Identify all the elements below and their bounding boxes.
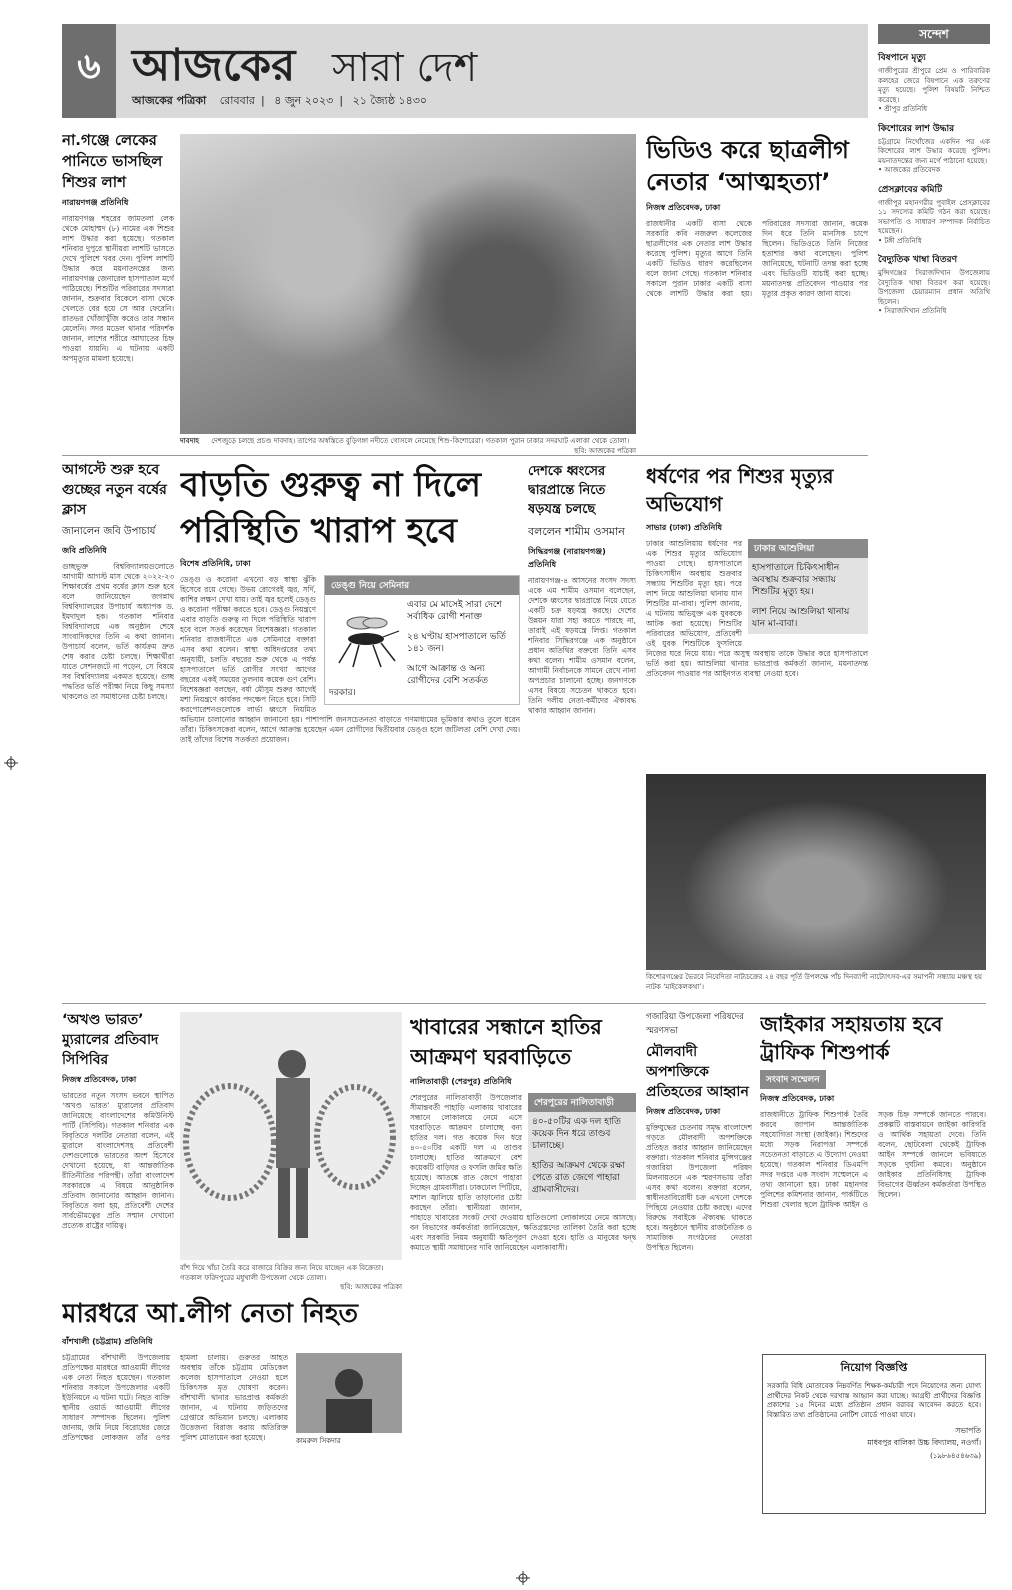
brand-logo: আজকের [132,40,296,91]
sidebar-item [878,252,990,317]
divider [62,455,868,456]
box-label: ঢাকার আশুলিয়া [748,539,868,558]
headline: দেশকে ধ্বংসের দ্বারপ্রান্তে নিতে ষড়যন্ত্র চলছে [528,464,606,517]
caption-text: দেশজুড়ে চলছে প্রচণ্ড দাবদাহ। তাপের অস্বস্তিতে বুড়িগঙ্গা নদীতে গোসলে নেমেছে শিশু-কিশোরেরা। গতকাল পুরান ঢাকার সদরঘাট এলাকা থেকে তোলা। [211,437,630,445]
story-batch [62,460,174,980]
box-point: হাসপাতালে চিকিৎসাধীন অবস্থায় শুক্রবার সন্ধ্যায় শিশুটির মৃত্যু হয়। [752,563,840,597]
sidebar-sandesh [878,24,990,764]
headline: ভিডিও করে ছাত্রলীগ নেতার ‘আত্মহত্যা’ [646,136,849,196]
sidebar-item-text: গাজীপুর মহানগরীর পুবাইল প্রেসক্লাবের ১১ সদস্যের কমিটি গঠন করা হয়েছে। সভাপতি ও সাধারণ সম্পাদক নির্বাচিত হয়েছেন। [878,198,990,235]
registration-mark-icon [4,755,18,769]
sidebar-item [878,50,990,115]
photo-heatwave [180,134,636,434]
box-point: ৪০-৫০টির এক দল হাতি কয়েক দিন ধরে তাণ্ডব চালাচ্ছে। [532,1117,621,1151]
box-point: হাতির আক্রমণ থেকে রক্ষা পেতে রাত জেগে পাহারা গ্রামবাসীদের। [532,1161,625,1195]
mosquito-icon [331,601,401,671]
elephant-side-box [528,1093,636,1200]
story-body: রাজধানীর একটি বাসা থেকে সরকারি কবি নজরুল কলেজের ছাত্রলীগের এক নেতার লাশ উদ্ধার করেছে পুলিশ। মৃত্যুর আগে তিনি একটি ভিডিও ধারণ করেছিলেন বলে জানা গেছে। গতকাল শনিবার সকালে পুরান ঢাকার একটি বাসা থেকে লাশটি উদ্ধার করা হয়। পরিবারের সদস্যরা জানান, কয়েক দিন ধরে তিনি মানসিক চাপে ছিলেন। ভিডিওতে তিনি নিজের হতাশার কথা বলেছেন। পুলিশ জানিয়েছে, ঘটনাটি তদন্ত করা হচ্ছে এবং ভিডিওটি যাচাই করা হচ্ছে। ময়নাতদন্ত প্রতিবেদন পাওয়ার পর মৃত্যুর প্রকৃত কারণ জানা যাবে। [646,219,868,298]
notice-signer: সভাপতি [955,1426,981,1435]
byline: নিজস্ব প্রতিবেদক, ঢাকা [646,203,721,212]
photo-credit: ছবি: আজকের পত্রিকা [574,446,636,455]
caption-text: বাঁশ দিয়ে খাঁচা তৈরি করে বাজারে বিক্রির জন্য নিয়ে যাচ্ছেন এক বিক্রেতা। গতকাল ফরিদপুরের মধুখালী উপজেলা থেকে তোলা। [180,1264,384,1282]
section-title: সারা দেশ [332,45,478,91]
story-jica [760,1010,986,1340]
story-body: ঢাকার আশুলিয়ায় ধর্ষণের পর এক শিশুর মৃত্যুর অভিযোগ পাওয়া গেছে। হাসপাতালে চিকিৎসাধীন অবস্থায় শুক্রবার সন্ধ্যায় শিশুটির মৃত্যু হয়। পরে লাশ নিয়ে আশুলিয়া থানায় যান শিশুটির মা-বাবা। পুলিশ জানায়, এ ঘটনায় অভিযুক্ত এক যুবককে আটক করা হয়েছে। শিশুটির পরিবারের অভিযোগ, প্রতিবেশী ওই যুবক শিশুটিকে ফুসলিয়ে নিজের ঘরে নিয়ে যায়। পরে অসুস্থ অবস্থায় তাকে উদ্ধার করে হাসপাতালে ভর্তি করা হয়। আশুলিয়া থানার ভারপ্রাপ্ত কর্মকর্তা জানান, ময়নাতদন্ত প্রতিবেদন পাওয়ার পর আইনগত ব্যবস্থা নেওয়া হবে। [646,539,868,678]
basket-seller-illustration [180,1012,402,1260]
notice-institution: মাধবপুর বালিকা উচ্চ বিদ্যালয়, নওগাঁ। [867,1438,981,1447]
byline: নিজস্ব প্রতিবেদক, ঢাকা [646,1107,721,1116]
byline: বাঁশখালী (চট্টগ্রাম) প্রতিনিধি [62,1337,153,1346]
story-elephant [410,1012,636,1512]
story-body: ডেঙ্গু ও করোনা এখনো বড় স্বাস্থ্য ঝুঁকি হিসেবে রয়ে গেছে। উভয় রোগেরই জ্বর, সর্দি, কাশির লক্ষণ দেখা যায়। তাই জ্বর হলেই ডেঙ্গু ও করোনা পরীক্ষা করতে হবে। ডেঙ্গু নিয়ন্ত্রণে এবার বাড়তি গুরুত্ব না দিলে পরিস্থিতি খারাপ হবে বলে সতর্ক করেছেন বিশেষজ্ঞরা। গতকাল শনিবার রাজধানীতে এক সেমিনারে বক্তারা এসব কথা বলেন। স্বাস্থ্য অধিদপ্তরের তথ্য অনুযায়ী, চলতি বছরের শুরু থেকে এ পর্যন্ত হাসপাতালে ভর্তি রোগীর সংখ্যা আগের বছরের একই সময়ের তুলনায় কয়েক গুণ বেশি। বিশেষজ্ঞরা বলছেন, বর্ষা মৌসুম শুরুর আগেই মশা নিয়ন্ত্রণে কার্যকর পদক্ষেপ নিতে হবে। সিটি করপোরেশনগুলোকে লার্ভা ধ্বংসে নিয়মিত অভিযান চালানোর আহ্বান জানানো হয়। পাশাপাশি জনসচেতনতা বাড়াতে গণমাধ্যমের ভূমিকার কথাও তুলে ধরেন তাঁরা। চিকিৎসকেরা বলেন, আগে আক্রান্ত হয়েছেন এমন রোগীদের দ্বিতীয়বার ডেঙ্গু হলে জটিলতা বেশি দেখা দেয়। তাই তাঁদের বিশেষ সতর্কতা প্রয়োজন। [180,575,520,744]
story-conspiracy [528,462,636,982]
headline: খাবারের সন্ধানে হাতির আক্রমণ ঘরবাড়িতে [410,1015,602,1069]
seminar-box [324,575,520,705]
sidebar-item-head: বৈদ্যুতিক খাম্বা বিতরণ [878,255,958,265]
story-dengue [180,462,520,982]
byline: নিজস্ব প্রতিবেদক, ঢাকা [760,1094,835,1103]
weekday: রোববার [219,94,255,107]
box-label: সংবাদ সম্মেলন [760,1070,826,1089]
story-body: চট্টগ্রামের বাঁশখালী উপজেলায় প্রতিপক্ষের মারধরে আওয়ামী লীগের এক নেতা নিহত হয়েছেন। গতকাল শনিবার সকালে উপজেলার একটি ইউনিয়নে এ ঘটনা ঘটে। নিহত ব্যক্তি স্থানীয় ওয়ার্ড আওয়ামী লীগের সাধারণ সম্পাদক ছিলেন। পুলিশ জানায়, জমি নিয়ে বিরোধের জেরে প্রতিপক্ষের লোকজন তাঁর ওপর হামলা চালায়। গুরুতর আহত অবস্থায় তাঁকে চট্টগ্রাম মেডিকেল কলেজ হাসপাতালে নেওয়া হলে চিকিৎসক মৃত ঘোষণা করেন। বাঁশখালী থানার ভারপ্রাপ্ত কর্মকর্তা জানান, এ ঘটনায় জড়িতদের গ্রেপ্তারে অভিযান চলছে। এলাকায় উত্তেজনা বিরাজ করায় অতিরিক্ত পুলিশ মোতায়েন করা হয়েছে। [62,1353,288,1442]
headline: ‘অখণ্ড ভারত’ ম্যুরালের প্রতিবাদ সিপিবির [62,1012,159,1068]
story-lake [62,130,174,430]
box-point: আগে আক্রান্ত ও অন্য রোগীদের বেশি সতর্কত দরকার। [329,664,489,698]
page-number: ৬ [62,24,116,118]
headline: বাড়তি গুরুত্ব না দিলে পরিস্থিতি খারাপ হবে [180,465,481,551]
sidebar-item-source: • টঙ্গী প্রতিনিধি [878,236,922,245]
sidebar-item-source: • আজকের প্রতিবেদক [878,166,941,174]
paper-name: আজকের পত্রিকা [132,94,207,107]
sidebar-item-head: বিষপানে মৃত্যু [878,53,926,63]
portrait-caption: কামরুল সিকদার [296,1437,341,1445]
headline: জাইকার সহায়তায় হবে ট্রাফিক শিশুপার্ক [760,1012,943,1064]
photo-tag: দাবদাহ [180,437,199,445]
sidebar-item-text: মুন্সিগঞ্জের সিরাজদিখান উপজেলায় বৈদ্যুতিক খাম্বা বিতরণ করা হয়েছে। উপজেলা চেয়ারম্যান প্রধান অতিথি ছিলেন। [878,269,990,306]
photo-drama [646,774,986,970]
story-mural [62,1010,174,1300]
photo-caption-drama: কিশোরগঞ্জের ভৈরবে নিবেদিতা নাট্যচক্রের ২৪ বছর পূর্তি উপলক্ষে পাঁচ দিনব্যাপী নাট্যোৎসব-এর সমাপনী সন্ধ্যায় মঞ্চস্থ হয় নাটক ‘মাইকেলকথা’। [646,973,983,991]
headline: মৌলবাদী অপশক্তিকে প্রতিহতের আহ্বান [646,1044,749,1100]
date-bangla: ২১ জ্যৈষ্ঠ ১৪৩০ [352,94,428,107]
sidebar-item-text: গাজীপুরের শ্রীপুরে প্রেম ও পারিবারিক কলহের জেরে বিষপানে এক তরুণের মৃত্যু হয়েছে। পুলিশ বিষয়টি নিশ্চিত করেছে। [878,67,990,104]
portrait [296,1353,402,1447]
story-body: নারায়ণগঞ্জ-৪ আসনের সংসদ সদস্য একে এম শামীম ওসমান বলেছেন, দেশকে ধ্বংসের দ্বারপ্রান্তে নিয়ে যেতে একটি চক্র ষড়যন্ত্র করছে। দেশের উন্নয়ন যারা সহ্য করতে পারছে না, তারাই এই ষড়যন্ত্রে লিপ্ত। গতকাল শনিবার সিদ্ধিরগঞ্জে এক অনুষ্ঠানে প্রধান অতিথির বক্তব্যে তিনি এসব কথা বলেন। শামীম ওসমান বলেন, আগামী নির্বাচনকে সামনে রেখে নানা অপপ্রচার চালানো হচ্ছে। জনগণকে এসব বিষয়ে সচেতন থাকতে হবে। তিনি দলীয় নেতা-কর্মীদের ঐক্যবদ্ধ থাকার আহ্বান জানান। [528,576,636,715]
box-label: শেরপুরের নালিতাবাড়ী [528,1093,636,1112]
story-body: মুক্তিযুদ্ধের চেতনায় সমৃদ্ধ বাংলাদেশ গড়তে মৌলবাদী অপশক্তিকে প্রতিহত করার আহ্বান জানিয়েছেন বক্তারা। গতকাল শনিবার মুন্সিগঞ্জের গজারিয়া উপজেলা পরিষদ মিলনায়তনে এক স্মরণসভায় তাঁরা এসব কথা বলেন। বক্তারা বলেন, স্বাধীনতাবিরোধী চক্র এখনো দেশকে পিছিয়ে নেওয়ার চেষ্টা করছে। এদের বিরুদ্ধে সবাইকে ঐক্যবদ্ধ থাকতে হবে। অনুষ্ঠানে স্থানীয় রাজনৈতিক ও সামাজিক সংগঠনের নেতারা উপস্থিত ছিলেন। [646,1123,752,1252]
story-body: নারায়ণগঞ্জ শহরের জামতলা লেক থেকে মোহাম্মদ (৮) নামের এক শিশুর লাশ উদ্ধার করা হয়েছে। গতকাল শনিবার দুপুরে স্থানীয়রা লাশটি ভাসতে দেখে পুলিশে খবর দেন। পুলিশ লাশটি উদ্ধার করে ময়নাতদন্তের জন্য নারায়ণগঞ্জ জেনারেল হাসপাতাল মর্গে পাঠিয়েছে। শিশুটির পরিবারের সদস্যরা জানান, শুক্রবার বিকেলে বাসা থেকে খেলতে বের হয়ে সে আর ফেরেনি। রাতভর খোঁজাখুঁজি করেও তার সন্ধান মেলেনি। সদর মডেল থানার পরিদর্শক জানান, লাশের শরীরে আঘাতের চিহ্ন পাওয়া যায়নি। এ ঘটনায় একটি অপমৃত্যুর মামলা হয়েছে। [62,214,174,363]
registration-mark-icon [516,1570,530,1584]
byline: নিজস্ব প্রতিবেদক, ঢাকা [62,1075,137,1084]
sidebar-item-source: • শ্রীপুর প্রতিনিধি [878,105,928,113]
sidebar-item [878,182,990,247]
kicker: বললেন শামীম ওসমান [528,525,625,538]
kicker: জানালেন জবি উপাচার্য [62,526,156,537]
box-point: লাশ নিয়ে আশুলিয়া থানায় যান মা-বাবা। [752,607,850,629]
story-body: রাজধানীতে ট্রাফিক শিশুপার্ক তৈরি করবে জাপান আন্তর্জাতিক সহযোগিতা সংস্থা (জাইকা)। শিশুদের মধ্যে সড়ক নিরাপত্তা সম্পর্কে সচেতনতা বাড়াতে এ উদ্যোগ নেওয়া হয়েছে। গতকাল শনিবার ডিএমপি সদর দপ্তরে এক সংবাদ সম্মেলনে এ তথ্য জানানো হয়। ঢাকা মহানগর পুলিশের কমিশনার জানান, পার্কটিতে শিশুরা খেলার ছলে ট্রাফিক আইন ও সড়ক চিহ্ন সম্পর্কে জানতে পারবে। প্রকল্পটি বাস্তবায়নে জাইকা কারিগরি ও আর্থিক সহায়তা দেবে। তিনি বলেন, ছোটবেলা থেকেই ট্রাফিক আইন সম্পর্কে জানলে ভবিষ্যতে সড়কে দুর্ঘটনা কমবে। অনুষ্ঠানে জাইকার প্রতিনিধিসহ ট্রাফিক বিভাগের ঊর্ধ্বতন কর্মকর্তারা উপস্থিত ছিলেন। [760,1110,986,1209]
byline: জবি প্রতিনিধি [62,546,107,555]
dateline: আজকের পত্রিকা রোববার | ৪ জুন ২০২৩ | ২১ জ্যৈষ্ঠ ১৪৩০ [132,94,428,107]
portrait-photo [296,1353,402,1433]
byline: নালিতাবাড়ী (শেরপুর) প্রতিনিধি [410,1077,512,1086]
recruitment-notice [762,1354,986,1514]
box-point: ২৪ ঘণ্টায় হাসপাতালে ভর্তি ১৪১ জন। [407,632,506,654]
divider [62,1003,986,1004]
photo-basket [180,1012,402,1260]
notice-code: (১৯৮৬৪৫৪৬৩৯) [930,1452,981,1460]
sidebar-item-text: চট্টগ্রামে নিখোঁজের একদিন পর এক কিশোরের লাশ উদ্ধার করেছে পুলিশ। ময়নাতদন্তের জন্য মর্গে পাঠানো হয়েছে। [878,137,990,165]
byline: নারায়ণগঞ্জ প্রতিনিধি [62,198,129,207]
notice-body: সরকারি বিধি মোতাবেক নিম্নবর্ণিত শিক্ষক-কর্মচারী পদে নিয়োগের জন্য যোগ্য প্রার্থীদের নিকট থেকে দরখাস্ত আহ্বান করা যাচ্ছে। আগ্রহী প্রার্থীদের বিজ্ঞপ্তি প্রকাশের ১৫ দিনের মধ্যে প্রতিষ্ঠান প্রধান বরাবর আবেদন করতে হবে। বিস্তারিত তথ্য প্রতিষ্ঠানের নোটিশ বোর্ডে পাওয়া যাবে। [767,1382,981,1419]
sidebar-item-head: প্রেসক্লাবের কমিটি [878,184,943,195]
photo-caption-basket [180,1264,402,1293]
kicker: গজারিয়া উপজেলা পরিষদের স্মরণসভা [646,1012,744,1036]
story-video [646,134,868,454]
notice-title: নিয়োগ বিজ্ঞপ্তি [840,1361,908,1374]
headline: আগস্টে শুরু হবে গুচ্ছের নতুন বর্ষের ক্লাস [62,462,167,518]
photo-credit: ছবি: আজকের পত্রিকা [340,1283,402,1291]
sidebar-item-source: • সিরাজদিখান প্রতিনিধি [878,307,947,315]
masthead [62,24,868,118]
sidebar-title: সন্দেশ [878,24,990,44]
story-gazaria [646,1010,752,1510]
byline: সাভার (ঢাকা) প্রতিনিধি [646,523,723,532]
box-point: এবার মে মাসেই সারা দেশে সর্বাধিক রোগী শনাক্ত [407,600,502,622]
byline: বিশেষ প্রতিনিধি, ঢাকা [180,559,251,568]
headline: ধর্ষণের পর শিশুর মৃত্যুর অভিযোগ [646,464,834,516]
photo-caption-heatwave [180,437,636,456]
sidebar-item [878,121,990,176]
story-rape [646,462,868,762]
rape-side-box [748,539,868,634]
story-body: গুচ্ছভুক্ত বিশ্ববিদ্যালয়গুলোতে আগামী আগস্ট মাস থেকে ২০২২-২৩ শিক্ষাবর্ষের প্রথম বর্ষের ক্লাস শুরু হবে বলে জানিয়েছেন জগন্নাথ বিশ্ববিদ্যালয়ের উপাচার্য অধ্যাপক ড. ইমদাদুল হক। গতকাল শনিবার বিশ্ববিদ্যালয়ে এক অনুষ্ঠান শেষে সাংবাদিকদের তিনি এ কথা জানান। উপাচার্য বলেন, ভর্তি কার্যক্রম দ্রুত শেষ করার চেষ্টা চলছে। শিক্ষার্থীরা যাতে সেশনজটে না পড়েন, সে বিষয়ে সব বিশ্ববিদ্যালয় একমত হয়েছে। গুচ্ছ পদ্ধতির ভর্তি পরীক্ষা নিয়ে কিছু সমস্যা থাকলেও তা সমাধানের চেষ্টা চলছে। [62,562,174,701]
headline: মারধরে আ.লীগ নেতা নিহত [62,1299,359,1329]
story-awami [62,1296,402,1516]
story-body: শেরপুরের নালিতাবাড়ী উপজেলার সীমান্তবর্তী পাহাড়ি এলাকায় খাবারের সন্ধানে লোকালয়ে নেমে এসে ঘরবাড়িতে আক্রমণ চালাচ্ছে বন্য হাতির দল। গত কয়েক দিন ধরে ৪০-৫০টির একটি দল এ তাণ্ডব চালাচ্ছে। হাতির আক্রমণে বেশ কয়েকটি বাড়িঘর ও ফসলি জমির ক্ষতি হয়েছে। আতঙ্কে রাত জেগে পাহারা দিচ্ছেন গ্রামবাসীরা। ঢাকঢোল পিটিয়ে, মশাল জ্বালিয়ে হাতি তাড়ানোর চেষ্টা করছেন তাঁরা। স্থানীয়রা জানান, পাহাড়ে খাবারের সংকট দেখা দেওয়ায় হাতিগুলো লোকালয়ে নেমে আসছে। বন বিভাগের কর্মকর্তারা জানিয়েছেন, ক্ষতিগ্রস্তদের তালিকা তৈরি করা হচ্ছে এবং সরকারি নিয়ম অনুযায়ী ক্ষতিপূরণ দেওয়া হবে। হাতি ও মানুষের দ্বন্দ্ব কমাতে স্থায়ী সমাধানের দাবি জানিয়েছেন এলাকাবাসী। [410,1093,636,1252]
sidebar-item-head: কিশোরের লাশ উদ্ধার [878,123,955,134]
byline: সিদ্ধিরগঞ্জ (নারায়ণগঞ্জ) প্রতিনিধি [528,547,606,569]
story-body: ভারতের নতুন সংসদ ভবনে স্থাপিত ‘অখণ্ড ভারত’ ম্যুরালের প্রতিবাদ জানিয়েছে বাংলাদেশের কমিউনিস্ট পার্টি (সিপিবি)। গতকাল শনিবার এক বিবৃতিতে দলটির নেতারা বলেন, এই ম্যুরালে বাংলাদেশসহ প্রতিবেশী দেশগুলোকে ভারতের অংশ হিসেবে দেখানো হয়েছে, যা আন্তর্জাতিক রীতিনীতির পরিপন্থী। তাঁরা বাংলাদেশ সরকারকে এ বিষয়ে আনুষ্ঠানিক প্রতিবাদ জানানোর আহ্বান জানান। বিবৃতিতে বলা হয়, প্রতিবেশী দেশের সার্বভৌমত্বের প্রতি সম্মান দেখানো প্রত্যেক রাষ্ট্রের দায়িত্ব। [62,1091,174,1230]
date-english: ৪ জুন ২০২৩ [274,94,334,107]
headline: না.গঞ্জে লেকের পানিতে ভাসছিল শিশুর লাশ [62,131,163,191]
box-label: ডেঙ্গু নিয়ে সেমিনার [325,576,519,595]
